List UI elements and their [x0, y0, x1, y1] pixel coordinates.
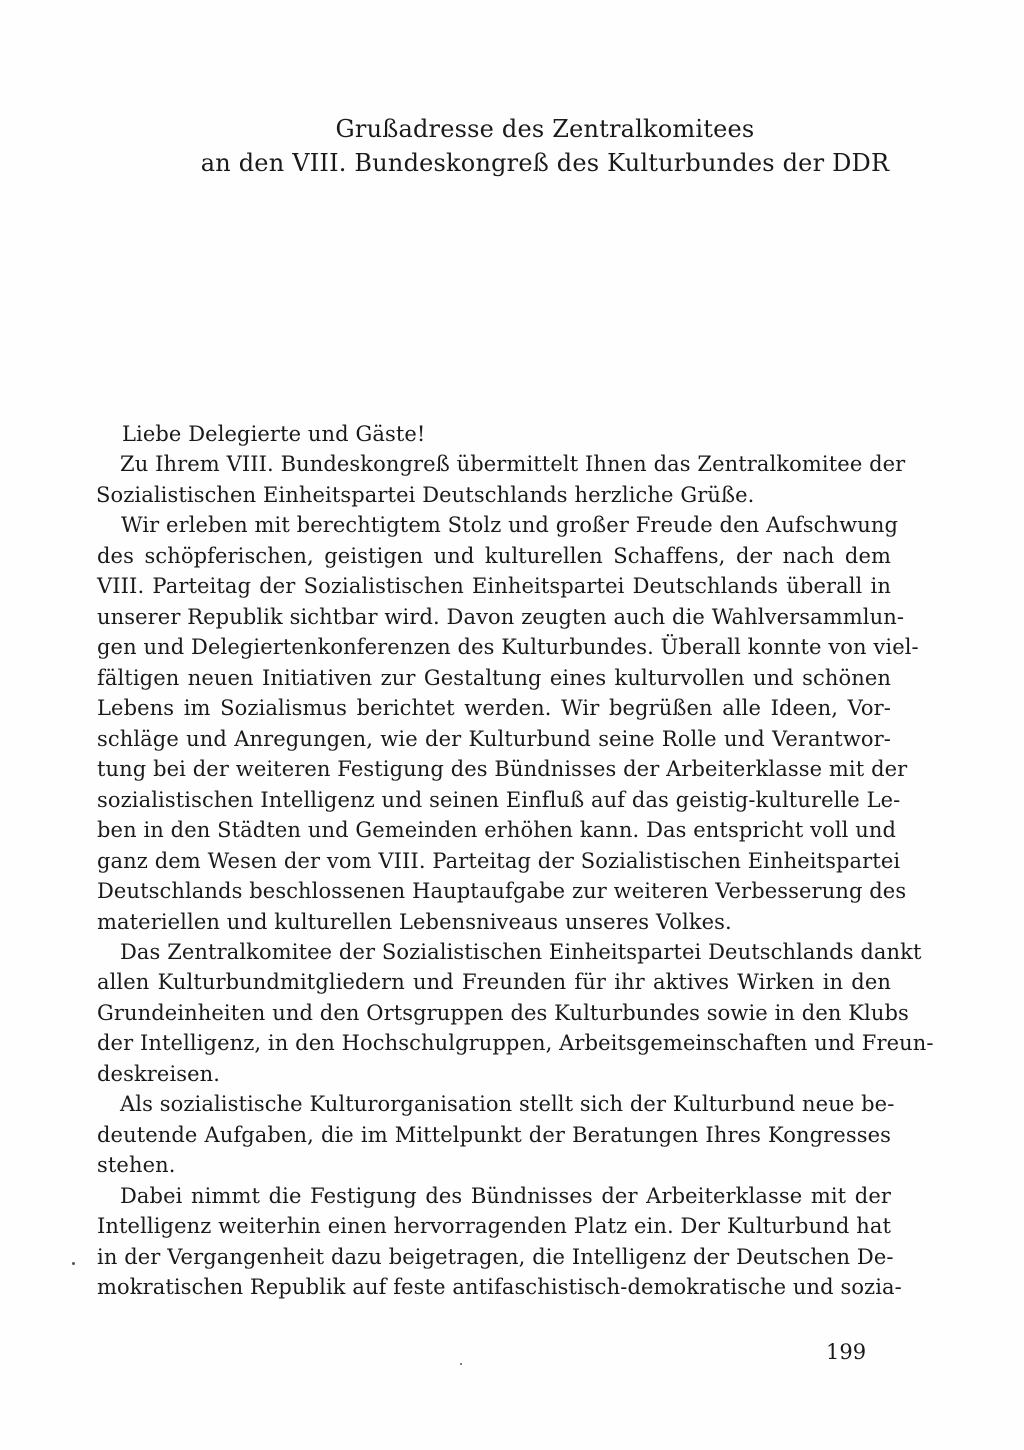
body-line: materiellen und kulturellen Lebensniveaus unseres Volkes.: [97, 909, 732, 934]
body-line: sozialistischen Intelligenz und seinen Einfluß auf das geistig-kulturelle Le-: [97, 787, 901, 812]
body-line: ganz dem Wesen der vom VIII. Parteitag der Sozialistischen Einheitspartei: [97, 848, 901, 873]
body-line: deutende Aufgaben, die im Mittelpunkt der Beratungen Ihres Kongresses: [97, 1122, 891, 1147]
body-line: der Intelligenz, in den Hochschulgruppen, Arbeitsgemeinschaften und Freun-: [97, 1031, 934, 1056]
body-line: des schöpferischen, geistigen und kulturellen Schaffens, der nach dem: [97, 543, 891, 568]
body-line: deskreisen.: [97, 1061, 221, 1086]
body-line: ben in den Städten und Gemeinden erhöhen kann. Das entspricht voll und: [97, 818, 897, 843]
body-line: tung bei der weiteren Festigung des Bündnisses der Arbeiterklasse mit der: [97, 757, 908, 782]
body-line: Zu Ihrem VIII. Bundeskongreß übermittelt Ihnen das Zentralkomitee der: [120, 452, 906, 477]
print-speck: [72, 1262, 75, 1265]
body-line: schläge und Anregungen, wie der Kulturbund seine Rolle und Verantwor-: [97, 726, 891, 751]
body-line: Lebens im Sozialismus berichtet werden. Wir begrüßen alle Ideen, Vor-: [97, 696, 891, 721]
document-title-line-2: an den VIII. Bundeskongreß des Kulturbundes der DDR: [200, 149, 890, 177]
document-body: [96, 419, 934, 1303]
body-line: Deutschlands beschlossenen Hauptaufgabe zur weiteren Verbesserung des: [97, 879, 907, 904]
body-line: Dabei nimmt die Festigung des Bündnisses der Arbeiterklasse mit der: [120, 1183, 891, 1208]
body-line: fältigen neuen Initiativen zur Gestaltung eines kulturvollen und schönen: [97, 665, 891, 690]
body-line: Wir erleben mit berechtigtem Stolz und großer Freude den Aufschwung: [121, 513, 899, 538]
print-speck: [460, 1363, 462, 1365]
body-line: Als sozialistische Kulturorganisation stellt sich der Kulturbund neue be-: [120, 1092, 895, 1117]
body-line: Liebe Delegierte und Gäste!: [122, 422, 426, 446]
body-line: Grundeinheiten und den Ortsgruppen des Kulturbundes sowie in den Klubs: [97, 1000, 909, 1025]
body-line: allen Kulturbundmitgliedern und Freunden für ihr aktives Wirken in den: [97, 970, 891, 995]
body-line: mokratischen Republik auf feste antifaschistisch-demokratische und sozia-: [97, 1275, 902, 1300]
document-title-line-1: Grußadresse des Zentralkomitees: [335, 115, 755, 143]
body-line: Sozialistischen Einheitspartei Deutschlands herzliche Grüße.: [96, 482, 755, 507]
body-line: Das Zentralkomitee der Sozialistischen Einheitspartei Deutschlands dankt: [120, 939, 922, 964]
body-line: stehen.: [97, 1153, 176, 1178]
body-line: Intelligenz weiterhin einen hervorragenden Platz ein. Der Kulturbund hat: [97, 1214, 891, 1239]
body-line: gen und Delegiertenkonferenzen des Kulturbundes. Überall konnte von viel-: [97, 635, 919, 660]
body-line: VIII. Parteitag der Sozialistischen Einheitspartei Deutschlands überall in: [97, 574, 891, 599]
body-line: in der Vergangenheit dazu beigetragen, die Intelligenz der Deutschen De-: [97, 1244, 894, 1269]
body-line: unserer Republik sichtbar wird. Davon zeugten auch die Wahlversammlun-: [97, 604, 905, 629]
page-number: 199: [826, 1340, 867, 1364]
